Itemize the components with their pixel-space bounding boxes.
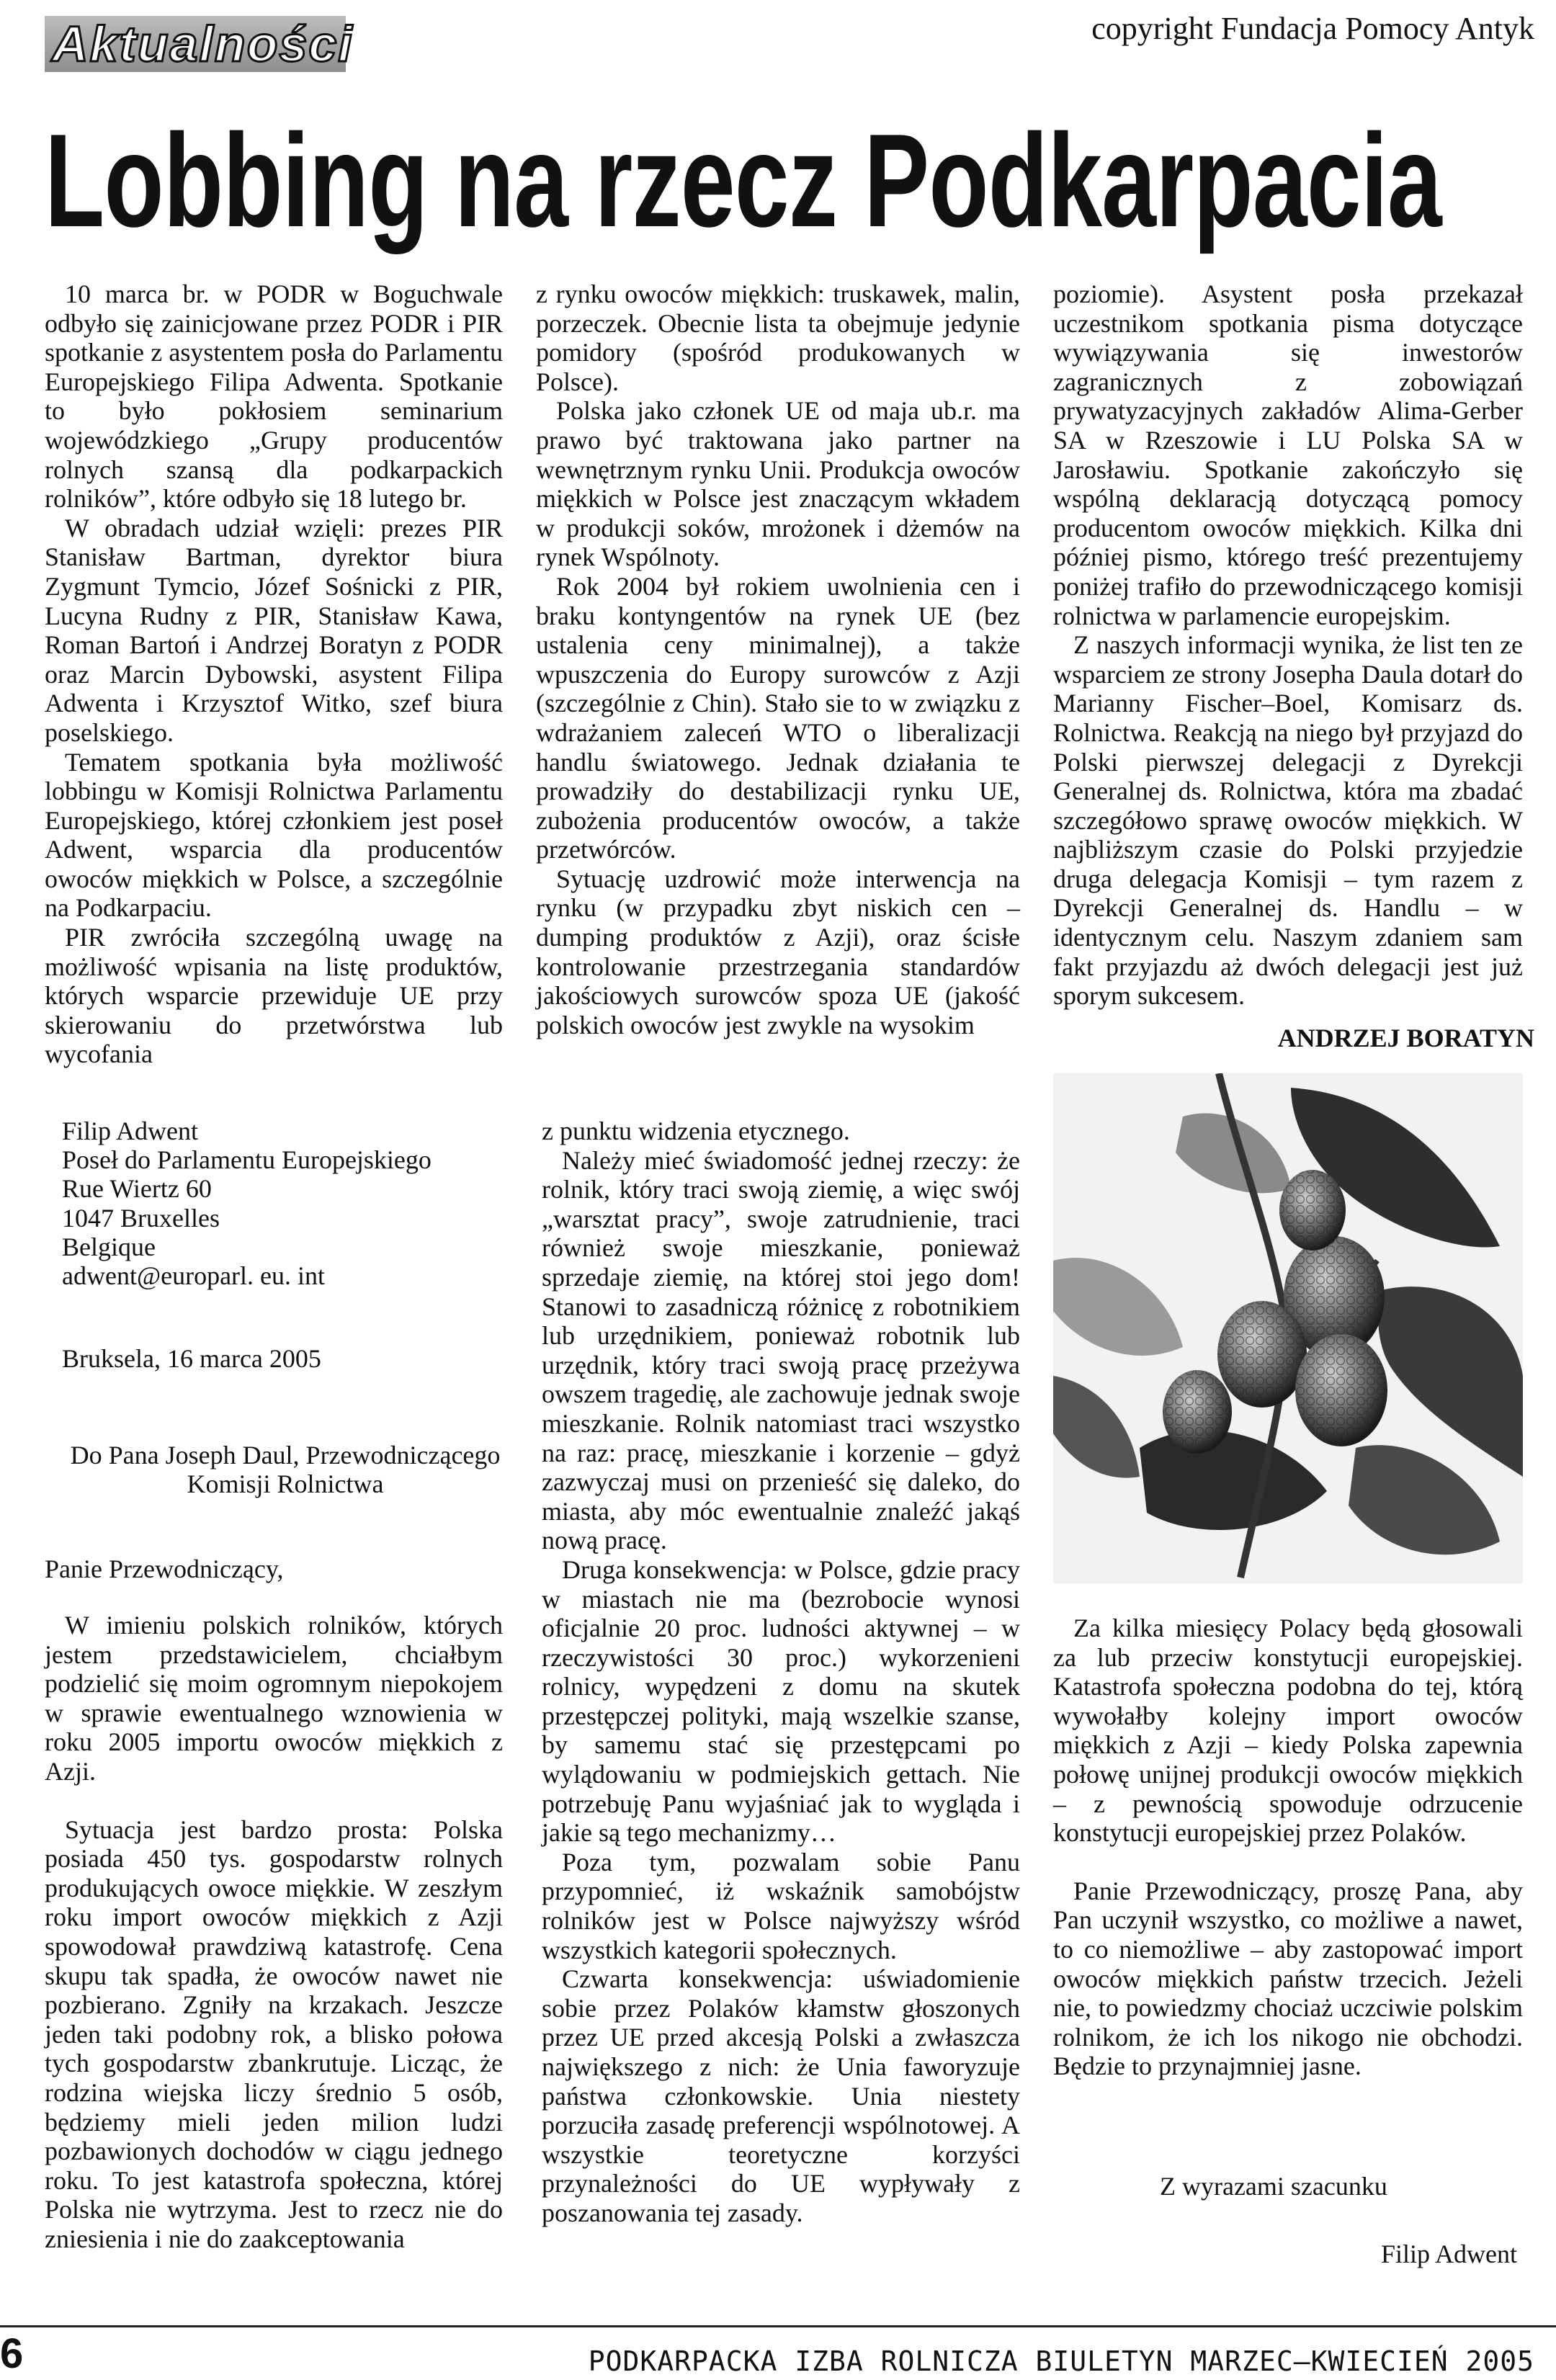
letter-salutation: Panie Przewodniczący, bbox=[45, 1554, 284, 1583]
letter-paragraph: Panie Przewodniczący, proszę Pana, aby Pan uczynił wszystko, co możliwe a nawet, to co niemożliwe – aby zastopować import owoców miękkich państw trzecich. Jeżeli nie, to powiedzmy chociaż uczciwie polskim rolnikom, że ich los nikogo nie obchodzi. Będzie to przynajmniej jasne. bbox=[1053, 1876, 1523, 2081]
publication-footer: PODKARPACKA IZBA ROLNICZA BIULETYN MARZEC–KWIECIEŃ 2005 bbox=[588, 2345, 1534, 2377]
letter-paragraph: Poza tym, pozwalam sobie Panu przypomnieć, iż wskaźnik samobójstw rolników jest w Polsce najwyższy wśród wszystkich kategorii społecznych. bbox=[542, 1847, 1020, 1964]
sender-line: Poseł do Parlamentu Europejskiego bbox=[62, 1145, 432, 1175]
article-paragraph: Tematem spotkania była możliwość lobbingu w Komisji Rolnictwa Parlamentu Europejskiego, której członkiem jest poseł Adwent, wsparcia dla producentów owoców miękkich w Polsce, a szczególnie na Podkarpaciu. bbox=[45, 747, 503, 923]
article-column-3 bbox=[1053, 279, 1523, 1011]
article-paragraph: 10 marca br. w PODR w Boguchwale odbyło się zainicjowane przez PODR i PIR spotkanie z asystentem posła do Parlamentu Europejskiego Filipa Adwenta. Spotkanie to było pokłosiem seminarium wojewódzkiego „Grupy producentów rolnych szansą dla podkarpackich rolników”, które odbyło się 18 lutego br. bbox=[45, 279, 503, 514]
letter-sender-address bbox=[62, 1117, 494, 1290]
letter-paragraph: W imieniu polskich rolników, których jestem przedstawicielem, chciałbym podzielić się moim ogromnym niepokojem w sprawie ewentualnego wznowienia w roku 2005 importu owoców miękkich z Azji. bbox=[45, 1611, 503, 1786]
sender-line: 1047 Bruxelles bbox=[62, 1203, 220, 1232]
letter-closing: Z wyrazami szacunku bbox=[1160, 2172, 1387, 2201]
letter-column-1 bbox=[45, 1611, 503, 2282]
letter-column-2 bbox=[542, 1117, 1020, 2228]
page-number: 6 bbox=[0, 2330, 24, 2377]
letter-column-3 bbox=[1053, 1614, 1523, 2110]
sender-email: adwent@europarl. eu. int bbox=[62, 1261, 326, 1291]
raspberry-illustration bbox=[1053, 1073, 1523, 1583]
letter-paragraph: z punktu widzenia etycznego. bbox=[542, 1117, 850, 1145]
letter-paragraph: Sytuacja jest bardzo prosta: Polska posiada 450 tys. gospodarstw rolnych produkujących owoce miękkie. W zeszłym roku import owoców miękkich z Azji spowodował prawdziwą katastrofę. Cena skupu tak spadła, że owoców nawet nie pozbierano. Zgniły na krzakach. Jeszcze jeden taki podobny rok, a blisko połowa tych gospodarstw zbankrutuje. Licząc, że rodzina wiejska liczy średnio 5 osób, będziemy mieli jeden milion ludzi pozbawionych dochodów w ciągu jednego roku. To jest katastrofa społeczna, której Polska nie wytrzyma. Jest to rzecz nie do zniesienia i nie do zaakceptowania bbox=[45, 1815, 503, 2253]
letter-signer: Filip Adwent bbox=[1380, 2240, 1517, 2268]
article-paragraph: Sytuację uzdrowić może interwencja na rynku (w przypadku zbyt niskich cen – dumping produktów z Azji), oraz ścisłe kontrolowanie przestrzegania standardów jakościowych surowców spoza UE (jakość polskich owoców jest zwykle na wysokim bbox=[536, 864, 1020, 1039]
article-column-1 bbox=[45, 279, 503, 1069]
article-paragraph: PIR zwróciła szczególną uwagę na możliwość wpisania na listę produktów, których wsparcie przewiduje UE przy skierowaniu do przetwórstwa lub wycofania bbox=[45, 923, 503, 1069]
letter-paragraph: Czwarta konsekwencja: uświadomienie sobie przez Polaków kłamstw głoszonych przez UE przed akcesją Polski a zwłaszcza największego z nich: że Unia faworyzuje państwa członkowskie. Unia niestety porzuciła zasadę preferencji wspólnotowej. A wszystkie teoretyczne korzyści przynależności do UE wypływały z poszanowania tej zasady. bbox=[542, 1964, 1020, 2227]
section-label-text: Aktualności bbox=[52, 16, 354, 72]
footer-divider bbox=[0, 2325, 1556, 2327]
raspberry-photo bbox=[1053, 1073, 1523, 1583]
sender-line: Rue Wiertz 60 bbox=[62, 1174, 212, 1204]
copyright-notice: copyright Fundacja Pomocy Antyk bbox=[1091, 11, 1534, 46]
article-paragraph: Z naszych informacji wynika, że list ten ze wsparciem ze strony Josepha Daula dotarł do Marianny Fischer–Boel, Komisarz ds. Rolnictwa. Reakcją na niego był przyjazd do Polski pierwszej delegacji z Dyrekcji Generalnej ds. Rolnictwa, która ma zbadać szczegółowo sprawę owoców miękkich. W najbliższym czasie do Polski przyjedzie druga delegacja Komisji – tym razem z Dyrekcji Generalnej ds. Handlu – w identycznym celu. Naszym zdaniem sam fakt przyjazdu aż dwóch delegacji jest już sporym sukcesem. bbox=[1053, 630, 1523, 1011]
letter-paragraph: Druga konsekwencja: w Polsce, gdzie pracy w miastach nie ma (bezrobocie wynosi oficjalnie 20 proc. ludności aktywnej – w rzeczywistości 30 proc.) wykorzenieni rolnicy, wypędzeni z domu na skutek przestępczej polityki, mają wszelkie szanse, by samemu stać się przestępcami po wylądowaniu w podmiejskich gettach. Nie potrzebuję Panu wyjaśniać jak to wygląda i jakie są tego mechanizmy… bbox=[542, 1554, 1020, 1848]
article-paragraph: poziomie). Asystent posła przekazał uczestnikom spotkania pisma dotyczące wywiązywania się inwestorów zagranicznych z zobowiązań prywatyzacyjnych zakładów Alima-Gerber SA w Rzeszowie i LU Polska SA w Jarosławiu. Spotkanie zakończyło się wspólną deklaracją dotyczącą pomocy producentom owoców miękkich. Kilka dni później pismo, którego treść prezentujemy poniżej trafiło do przewodniczącego komisji rolnictwa w parlamencie europejskim. bbox=[1053, 279, 1523, 630]
article-title: Lobbing na rzecz Podkarpacia bbox=[45, 106, 1441, 254]
article-paragraph: z rynku owoców miękkich: truskawek, malin, porzeczek. Obecnie lista ta obejmuje jedynie pomidory (spośród produkowanych w Polsce). bbox=[536, 279, 1020, 396]
article-paragraph: Polska jako członek UE od maja ub.r. ma prawo być traktowana jako partner na wewnętrznym rynku Unii. Produkcja owoców miękkich w Polsce jest znaczącym wkładem w produkcji soków, mrożonek i dżemów na rynek Wspólnoty. bbox=[536, 396, 1020, 572]
sender-line: Belgique bbox=[62, 1232, 156, 1261]
letter-date: Bruksela, 16 marca 2005 bbox=[62, 1344, 321, 1373]
sender-line: Filip Adwent bbox=[62, 1117, 199, 1145]
letter-paragraph: Za kilka miesięcy Polacy będą głosowali za lub przeciw konstytucji europejskiej. Katastrofa społeczna podobna do tej, którą wywołałby kolejny import owoców miękkich z Azji – kiedy Polska zapewnia połowę unijnej produkcji owoców miękkich – z pewnością spowoduje odrzucenie konstytucji europejskiej przez Polaków. bbox=[1053, 1614, 1523, 1848]
letter-recipient: Do Pana Joseph Daul, Przewodniczącego Komisji Rolnictwa bbox=[70, 1441, 501, 1499]
article-paragraph: Rok 2004 był rokiem uwolnienia cen i braku kontyngentów na rynek UE (bez ustalenia ceny minimalnej), a także wpuszczenia do Europy surowców z Azji (szczególnie z Chin). Stało sie to w związku z wdrażaniem zaleceń WTO o liberalizacji handlu światowego. Jednak działania te prowadziły do destabilizacji rynku UE, zubożenia producentów owoców, a także przetwórców. bbox=[536, 571, 1020, 864]
section-label bbox=[45, 16, 354, 72]
article-column-2 bbox=[536, 279, 1020, 1039]
article-paragraph: W obradach udział wzięli: prezes PIR Stanisław Bartman, dyrektor biura Zygmunt Tymcio, Józef Sośnicki z PIR, Lucyna Rudny z PIR, Stanisław Kawa, Roman Bartoń i Andrzej Boratyn z PODR oraz Marcin Dybowski, asystent Filipa Adwenta i Krzysztof Witko, szef biura poselskiego. bbox=[45, 513, 503, 747]
article-author: ANDRZEJ BORATYN bbox=[1277, 1024, 1534, 1052]
letter-paragraph: Należy mieć świadomość jednej rzeczy: że rolnik, który traci swoją ziemię, a więc swój „warsztat pracy”, swoje zatrudnienie, traci również swoje mieszkanie, ponieważ sprzedaje ziemię, na której stoi jego dom! Stanowi to zasadniczą różnicę z robotnikiem lub urzędnikiem, ponieważ robotnik lub urzędnik, który traci swoją pracę przeżywa owszem tragedię, ale zachowuje jednak swoje mieszkanie. Rolnik natomiast traci wszystko na raz: pracę, mieszkanie i korzenie – gdyż zazwyczaj musi on przenieść się daleko, do miasta, aby móc ewentualnie znaleźć jakąś nową pracę. bbox=[542, 1145, 1020, 1555]
